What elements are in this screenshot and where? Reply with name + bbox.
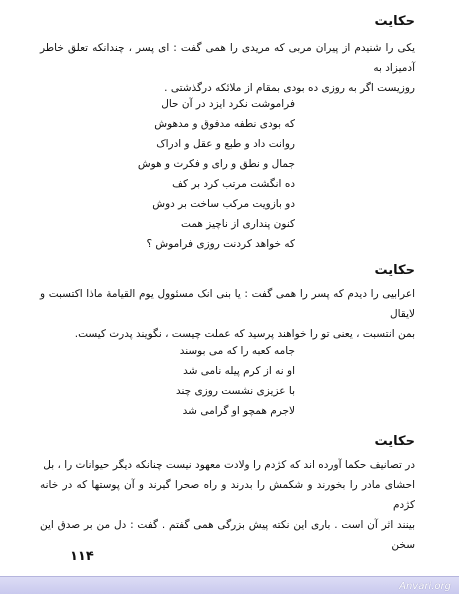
section-1-verse (137, 94, 295, 254)
verse-line: لاجرم همچو او گرامی شد (182, 405, 295, 417)
verse-line: که خواهد کردنت روزی فراموش ؟ (146, 238, 295, 250)
prose-line: روزیست اگر به روزی ده بودی بمقام از ملائکه درگذشتی . (164, 82, 415, 94)
section-1-heading: حکایت (374, 14, 415, 29)
verse-line: با عزیزی نشست روزی چند (175, 385, 295, 397)
footer-bar (0, 576, 459, 594)
verse-line: جمال و نطق و رای و فکرت و هوش (137, 158, 295, 170)
section-2-verse (145, 341, 295, 421)
verse-line: فراموشت نکرد ایزد در آن حال (161, 98, 295, 110)
verse-line: دو بازویت مرکب ساخت بر دوش (152, 198, 295, 210)
prose-line: بمن انتسبت ، یعنی تو را خواهند پرسید که عملت چیست ، نگویند پدرت کیست. (74, 328, 415, 340)
section-3-prose (40, 455, 415, 555)
section-3-heading: حکایت (374, 434, 415, 449)
section-2-prose (40, 284, 415, 344)
verse-line: جامه کعبه را که می بوسند (179, 345, 295, 357)
page-number: ۱۱۴ (70, 549, 94, 564)
verse-line: روانت داد و طبع و عقل و ادراک (156, 138, 295, 150)
verse-line: کنون پنداری از ناچیز همت (181, 218, 295, 230)
verse-line: ده انگشت مرتب کرد بر کف (172, 178, 295, 190)
section-1-prose (40, 38, 415, 98)
watermark-logo: Anvari.org (399, 581, 451, 592)
prose-line: یکی را شنیدم از پیران مربی که مریدی را همی گفت : ای پسر ، چندانکه تعلق خاطر آدمیزاد به (40, 42, 415, 74)
verse-line: که بودی نطفه مدفوق و مدهوش (154, 118, 295, 130)
prose-line: بینند اثر آن است . باری این نکته پیش بزرگی همی گفتم . گفت : دل من بر صدق این سخن (40, 519, 415, 551)
prose-line: احشای مادر را بخورند و شکمش را بدرند و راه صحرا گیرند و آن پوستها که در خانه کژدم (40, 479, 415, 511)
prose-line: در تصانیف حکما آورده اند که کژدم را ولادت معهود نیست چنانکه دیگر حیوانات را ، بل (43, 459, 415, 471)
verse-line: او نه از کرم پیله نامی شد (183, 365, 295, 377)
section-2-heading: حکایت (374, 263, 415, 278)
prose-line: اعرابیی را دیدم که پسر را همی گفت : یا بنی انک مسئوول یوم القیامة ماذا اکتسبت و لایقال (40, 288, 415, 320)
